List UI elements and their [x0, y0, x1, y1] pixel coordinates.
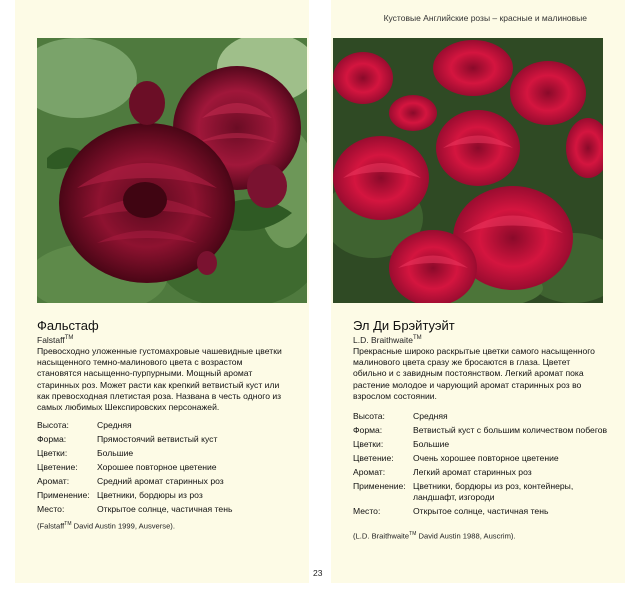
page-number: 23: [313, 568, 323, 578]
spec-key: Цветение:: [353, 453, 394, 463]
braithwaite-title-block: [353, 318, 613, 346]
spec-key: Аромат:: [37, 476, 70, 486]
rose-specs: [353, 411, 608, 520]
rose-title: Фальстаф: [37, 318, 99, 333]
spec-key: Применение:: [353, 481, 406, 491]
spec-value: Хорошее повторное цветение: [97, 462, 217, 472]
spec-value: Большие: [413, 439, 450, 449]
spec-value: Легкий аромат старинных роз: [413, 467, 532, 477]
falstaff-rose-photo: [37, 38, 307, 303]
spec-value: Средняя: [413, 411, 448, 421]
spec-key: Цветки:: [353, 439, 384, 449]
spec-row: [353, 411, 608, 425]
rose-description: Прекрасные широко раскрытые цветки самого насыщенного малинового цвета сразу же бросаются в глаза. Цветет обильно и с завидным постоянством. Легкий аромат пока растение молодое и чарующий аромат старинных роз во взрослом состоянии.: [353, 346, 595, 401]
braithwaite-rose-photo: [333, 38, 603, 303]
spec-value: Средняя: [97, 420, 132, 430]
spec-value: Очень хорошее повторное цветение: [413, 453, 559, 463]
spec-row: [353, 425, 608, 439]
spec-key: Аромат:: [353, 467, 386, 477]
spec-row: [353, 439, 608, 453]
spec-row: [353, 506, 608, 520]
spec-value: Средний аромат старинных роз: [97, 476, 224, 486]
rose-latin-name: L.D. Braithwaite™: [353, 334, 422, 345]
right-page: [331, 0, 625, 583]
spec-key: Высота:: [353, 411, 385, 421]
rose-title: Эл Ди Брэйтуэйт: [353, 318, 455, 333]
running-header: Кустовые Английские розы – красные и малиновые: [383, 13, 587, 23]
spec-row: [37, 476, 232, 490]
rose-specs: [37, 420, 292, 518]
falstaff-title-block: [37, 318, 297, 346]
spec-row: [37, 504, 232, 518]
spec-row: [37, 462, 232, 476]
rose-description: Превосходно уложенные густомахровые чашевидные цветки насыщенного темно-малинового цвета с возрастом становятся насыщенно-пурпурными. Мощный аромат старинных роз. Может расти как крепкий ветвистый куст или как превосходная плетистая роза. Названа в честь одного из самых любимых Шекспировских персонажей.: [37, 346, 282, 413]
spec-value: Открытое солнце, частичная тень: [97, 504, 233, 514]
spec-key: Место:: [353, 506, 381, 516]
spec-key: Место:: [37, 504, 65, 514]
spec-value: Открытое солнце, частичная тень: [413, 506, 549, 516]
rose-latin-name: Falstaff™: [37, 334, 74, 345]
spec-value: Прямостоячий ветвистый куст: [97, 434, 218, 444]
spec-key: Цветение:: [37, 462, 78, 472]
spec-key: Форма:: [353, 425, 383, 435]
spec-key: Цветки:: [37, 448, 68, 458]
spec-value: Цветники, бордюры из роз: [97, 490, 203, 500]
spec-key: Форма:: [37, 434, 67, 444]
left-page: [15, 0, 309, 583]
rose-credit: (Falstaff™ David Austin 1999, Ausverse).: [37, 521, 175, 531]
spec-row: [37, 448, 232, 462]
spec-row: [353, 481, 608, 506]
spec-row: [37, 490, 232, 504]
spec-value: Ветвистый куст с большим количеством побегов: [413, 425, 608, 435]
spec-value: Большие: [97, 448, 134, 458]
spec-row: [353, 467, 608, 481]
spec-row: [37, 420, 232, 434]
spec-key: Высота:: [37, 420, 69, 430]
spec-row: [37, 434, 232, 448]
rose-credit: (L.D. Braithwaite™ David Austin 1988, Auscrim).: [353, 531, 516, 541]
spec-value: Цветники, бордюры из роз, контейнеры, ландшафт, изгороди: [413, 481, 574, 502]
spec-key: Применение:: [37, 490, 90, 500]
spec-row: [353, 453, 608, 467]
